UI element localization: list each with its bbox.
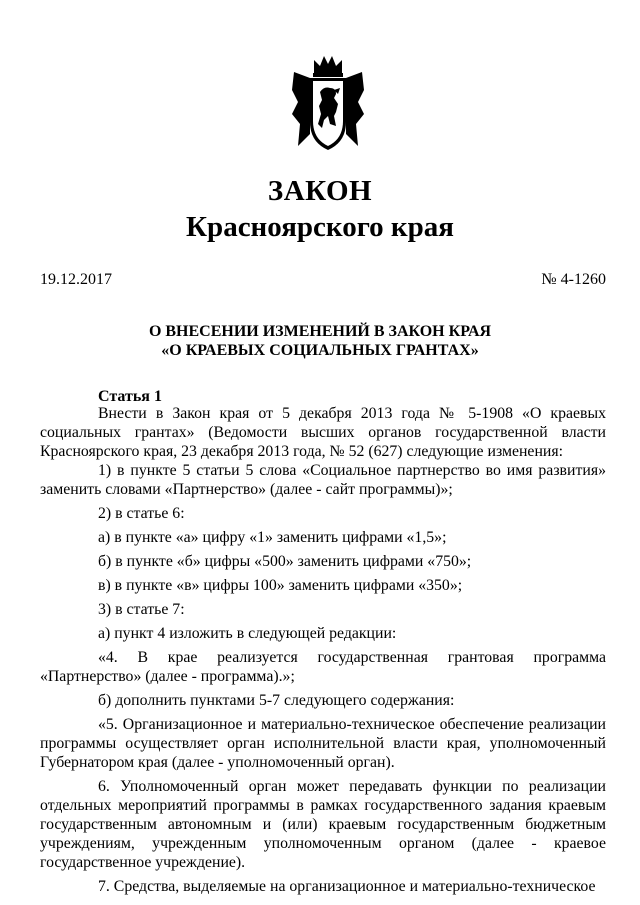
coat-of-arms-icon bbox=[290, 54, 366, 154]
paragraph: 7. Средства, выделяемые на организационное и материально-техническое bbox=[98, 878, 596, 895]
paragraph: а) пункт 4 изложить в следующей редакции: bbox=[98, 625, 397, 642]
paragraph: «4. В крае реализуется государственная грантовая программа «Партнерство» (далее - программа).»; bbox=[40, 649, 606, 685]
paragraph: 3) в статье 7: bbox=[98, 601, 185, 618]
document-date: 19.12.2017 bbox=[40, 271, 112, 288]
paragraph: Внести в Закон края от 5 декабря 2013 года № 5-1908 «О краевых социальных грантах» (Ведомости высших органов государственной власти Красноярского края, 23 декабря 2013 года, № 52 (627) следующие изменения: bbox=[40, 405, 606, 460]
paragraph: 6. Уполномоченный орган может передавать функции по реализации отдельных мероприятий программы в рамках государственного задания краевым государственным автономным и (или) краевым государственным бюджетным учреждениям, учрежденным уполномоченным органом (далее - краевое государственное учреждение). bbox=[40, 778, 606, 871]
paragraph: в) в пункте «в» цифры 100» заменить цифрами «350»; bbox=[98, 577, 463, 594]
law-heading-line-1: О ВНЕСЕНИИ ИЗМЕНЕНИЙ В ЗАКОН КРАЯ bbox=[148, 323, 492, 340]
document-subtitle: Красноярского края bbox=[186, 211, 454, 243]
document-number: № 4-1260 bbox=[541, 271, 606, 288]
paragraph: а) в пункте «а» цифру «1» заменить цифрами «1,5»; bbox=[98, 529, 447, 546]
paragraph: б) в пункте «б» цифры «500» заменить цифрами «750»; bbox=[98, 553, 472, 570]
article-body bbox=[40, 404, 606, 896]
paragraph: 1) в пункте 5 статьи 5 слова «Социальное партнерство во имя развития» заменить словами «Партнерство» (далее - сайт программы)»; bbox=[40, 462, 606, 498]
document-title: ЗАКОН bbox=[267, 175, 373, 207]
law-heading-line-2: «О КРАЕВЫХ СОЦИАЛЬНЫХ ГРАНТАХ» bbox=[161, 342, 479, 359]
article-title: Статья 1 bbox=[98, 388, 162, 405]
paragraph: «5. Организационное и материально-техническое обеспечение реализации программы осуществляет орган исполнительной власти края, уполномоченный Губернатором края (далее - уполномоченный орган). bbox=[40, 716, 606, 771]
paragraph: 2) в статье 6: bbox=[98, 505, 185, 522]
paragraph: б) дополнить пунктами 5-7 следующего содержания: bbox=[98, 692, 455, 709]
